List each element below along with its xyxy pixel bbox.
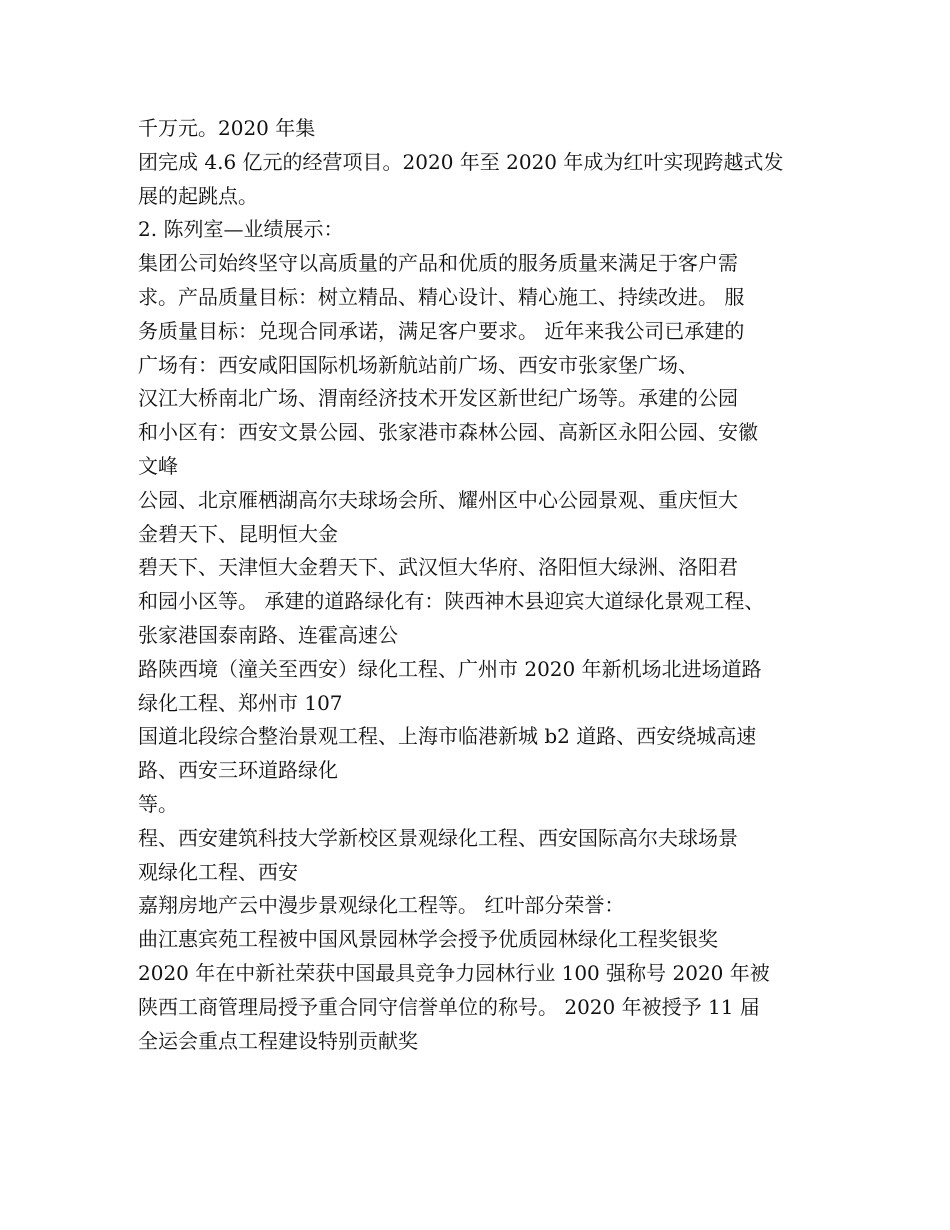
text-line: 求。产品质量目标：树立精品、精心设计、精心施工、持续改进。 服 <box>138 284 745 309</box>
text-line: 和园小区等。 承建的道路绿化有：陕西神木县迎宾大道绿化景观工程、 <box>138 589 765 614</box>
text-line: 广场有：西安咸阳国际机场新航站前广场、西安市张家堡广场、 <box>138 352 698 377</box>
text-line: 和小区有：西安文景公园、张家港市森林公园、高新区永阳公园、安徽 <box>138 420 758 445</box>
text-line: 团完成 4.6 亿元的经营项目。2020 年至 2020 年成为红叶实现跨越式发 <box>138 149 784 174</box>
text-line: 2. 陈列室—业绩展示： <box>138 217 344 242</box>
text-line: 程、西安建筑科技大学新校区景观绿化工程、西安国际高尔夫球场景 <box>138 825 738 850</box>
text-line: 张家港国泰南路、连霍高速公 <box>138 622 398 647</box>
document-body <box>138 112 838 1058</box>
text-line: 2020 年在中新社荣获中国最具竞争力园林行业 100 强称号 2020 年被 <box>138 960 770 985</box>
text-line: 集团公司始终坚守以高质量的产品和优质的服务质量来满足于客户需 <box>138 251 738 276</box>
text-line: 公园、北京雁栖湖高尔夫球场会所、耀州区中心公园景观、重庆恒大 <box>138 487 738 512</box>
text-line: 千万元。2020 年集 <box>138 116 316 140</box>
text-line: 路陕西境（潼关至西安）绿化工程、广州市 2020 年新机场北进场道路 <box>138 656 762 681</box>
text-line: 务质量目标：兑现合同承诺，满足客户要求。 近年来我公司已承建的 <box>138 318 745 343</box>
text-line: 碧天下、天津恒大金碧天下、武汉恒大华府、洛阳恒大绿洲、洛阳君 <box>138 555 738 580</box>
text-line: 绿化工程、郑州市 107 <box>138 690 343 715</box>
text-line: 观绿化工程、西安 <box>138 859 298 884</box>
text-line: 曲江惠宾苑工程被中国风景园林学会授予优质园林绿化工程奖银奖 <box>138 927 718 952</box>
text-line: 国道北段综合整治景观工程、上海市临港新城 b2 道路、西安绕城高速 <box>138 724 757 749</box>
text-line: 路、西安三环道路绿化 <box>138 758 338 783</box>
text-line: 文峰 <box>138 453 178 478</box>
text-line: 等。 <box>138 791 178 816</box>
text-line: 全运会重点工程建设特别贡献奖 <box>138 1028 418 1053</box>
text-line: 金碧天下、昆明恒大金 <box>138 521 338 546</box>
text-line: 陕西工商管理局授予重合同守信誉单位的称号。 2020 年被授予 11 届 <box>138 994 760 1019</box>
text-line: 展的起跳点。 <box>138 183 258 208</box>
text-line: 汉江大桥南北广场、渭南经济技术开发区新世纪广场等。承建的公园 <box>138 386 738 411</box>
text-line: 嘉翔房地产云中漫步景观绿化工程等。 红叶部分荣誉： <box>138 893 625 918</box>
